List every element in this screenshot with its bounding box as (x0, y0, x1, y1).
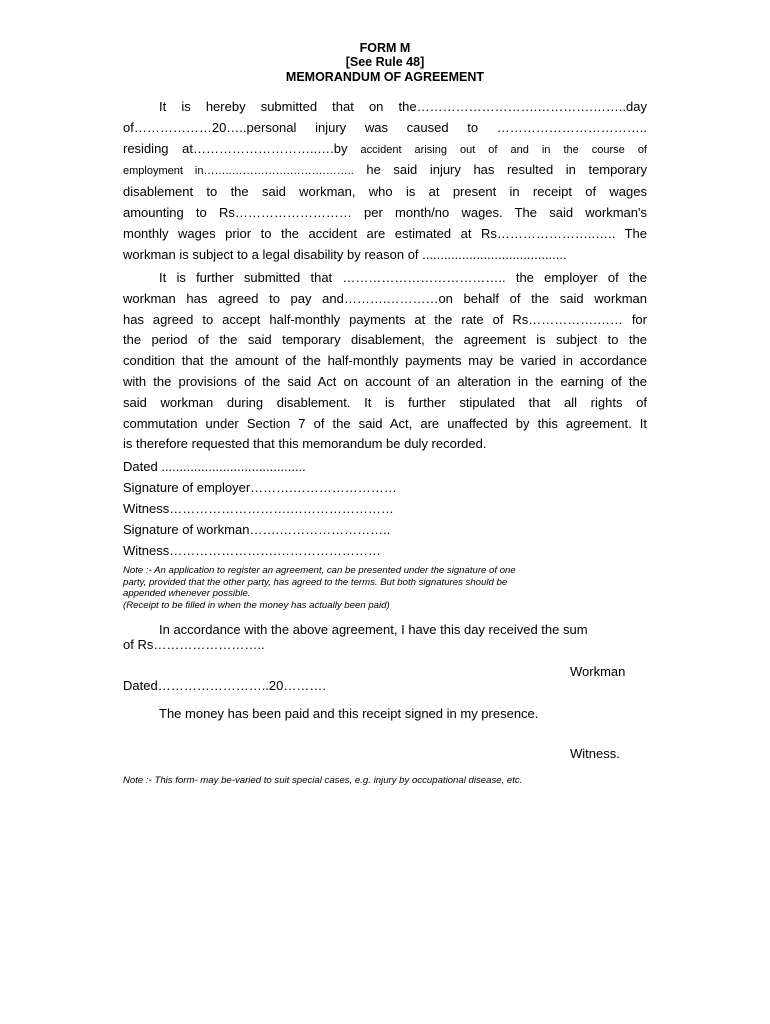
note-form-variation (123, 775, 643, 787)
para2-line8: commutation under Section 7 of the said Act, are unaffected by this agreement. It (123, 415, 647, 431)
workman-signature-label: Workman (570, 664, 626, 679)
para1-line8: workman is subject to a legal disability by reason of ........................................ (123, 246, 567, 262)
para1-line6: amounting to Rs……………………… per month/no wages. The said workman's (123, 204, 647, 220)
para2-line3: has agreed to accept half-monthly payments at the rate of Rs…………….…… for (123, 311, 647, 327)
form-title: FORM M (359, 41, 411, 55)
dated-field: Dated ........................................ (123, 459, 306, 474)
para2-line4: the period of the said temporary disablement, the agreement is subject to the (123, 332, 647, 348)
note2-line: Note :- This form- may be-varied to suit special cases, e.g. injury by occupational disease, etc. (123, 775, 523, 786)
para2-line6: with the provisions of the said Act on account of an alteration in the earning of the (123, 373, 647, 389)
note-registration (123, 565, 643, 611)
witness-field-1: Witness……………………….…………………… (123, 501, 394, 516)
receipt-line1: In accordance with the above agreement, I have this day received the sum (159, 622, 588, 637)
para1-line3 (123, 139, 647, 161)
para1-line3b: accident arising out of and in the course of (347, 143, 647, 156)
rule-reference: [See Rule 48] (345, 55, 425, 69)
para1-line7: monthly wages prior to the accident are estimated at Rs…………………..….. The (123, 225, 647, 241)
signature-of-employer-field: Signature of employer……….…………………… (123, 480, 397, 495)
witness-field-2: Witness…………………….…………………… (123, 543, 381, 558)
para2-line2: workman has agreed to pay and……….…………on behalf of the said workman (123, 290, 647, 306)
para2-line9: is therefore requested that this memorandum be duly recorded. (123, 436, 487, 452)
para1-line3a: residing at………………………..….by (123, 140, 348, 156)
note1-line2: party, provided that the other party, has agreed to the terms. But both signatures should be (123, 576, 508, 588)
document-subtitle: MEMORANDUM OF AGREEMENT (285, 70, 485, 84)
para2-line5: condition that the amount of the half-monthly payments may be varied in accordance (123, 353, 647, 369)
para2-line1: It is further submitted that ……………………………….. the employer of the (159, 270, 647, 285)
para1-line4a: employment in……..…………….……….…….. (123, 165, 354, 178)
note1-line4: (Receipt to be filled in when the money has actually been paid) (123, 599, 390, 611)
receipt-line2: of Rs…………………….. (123, 637, 265, 652)
signature-of-workman-field: Signature of workman…….…………………….. (123, 522, 391, 537)
receipt-dated: Dated……………………..20………. (123, 678, 326, 693)
para2-line7: said workman during disablement. It is further stipulated that all rights of (123, 394, 647, 410)
note1-line1: Note :- An application to register an agreement, can be presented under the signature of one (123, 565, 516, 576)
para1-line4b: he said injury has resulted in temporary (353, 162, 647, 178)
para1-line4 (123, 160, 647, 182)
witness-signature-label: Witness. (570, 746, 620, 761)
para1-line1: It is hereby submitted that on the……………………….………….……..day (159, 99, 647, 114)
para1-line2: of………………20…..personal injury was caused to …………………………….. (123, 119, 647, 135)
para1-line5: disablement to the said workman, who is at present in receipt of wages (123, 184, 647, 200)
paragraph-submission (123, 97, 647, 265)
paragraph-further-submission (123, 268, 647, 455)
note1-line3: appended whenever possible. (123, 588, 251, 599)
money-paid-statement: The money has been paid and this receipt signed in my presence. (159, 706, 539, 721)
